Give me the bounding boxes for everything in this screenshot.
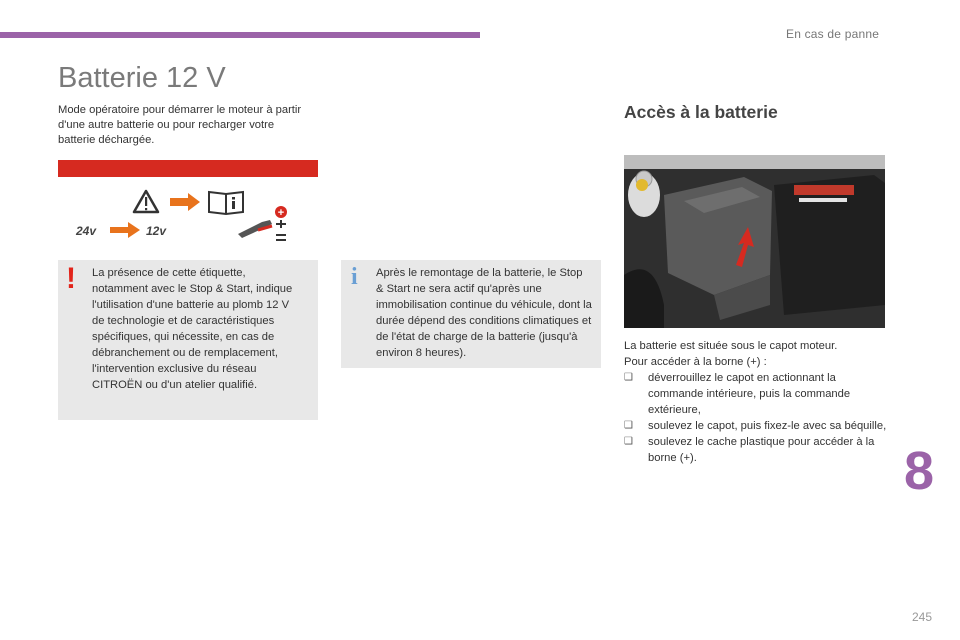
list-item: ❑ soulevez le cache plastique pour accéder à la borne (+). <box>624 436 875 464</box>
svg-text:+: + <box>277 207 285 219</box>
exclamation-icon: ! <box>66 262 76 295</box>
warning-triangle-icon <box>134 191 158 212</box>
list-item: ❑ déverrouillez le capot en actionnant la commande intérieure, puis la commande extérieure, <box>624 372 851 416</box>
access-location-line: La batterie est située sous le capot moteur. <box>624 340 838 352</box>
access-heading: Accès à la batterie <box>624 102 778 122</box>
manual-book-icon <box>209 192 243 214</box>
header-accent-bar <box>0 32 480 38</box>
access-steps-list <box>624 370 889 466</box>
label-12v: 12v <box>146 224 167 238</box>
checkbox-bullet-icon: ❑ <box>624 436 633 447</box>
access-instructions <box>624 338 889 466</box>
page-title: Batterie 12 V <box>58 62 226 94</box>
info-note-box <box>341 260 601 368</box>
arrow-right-icon <box>110 222 140 238</box>
engine-bay-illustration <box>624 155 885 328</box>
info-note-text: Après le remontage de la batterie, le Stop & Start ne sera actif qu'après une immobilisation continue du véhicule, dont la durée dépend des conditions climatiques et de l'état de charge de la batterie (jusqu'à environ 8 heures). <box>376 267 592 359</box>
battery-label-illustration <box>58 160 318 250</box>
jumper-clamp-icon <box>238 206 287 241</box>
list-item: ❑ soulevez le capot, puis fixez-le avec sa béquille, <box>624 420 887 432</box>
section-label: En cas de panne <box>786 27 880 41</box>
arrow-right-icon <box>170 193 200 211</box>
label-graphics <box>58 160 318 250</box>
checkbox-bullet-icon: ❑ <box>624 420 633 431</box>
info-icon: i <box>351 264 358 290</box>
engine-bay-photo <box>624 155 885 328</box>
intro-paragraph: Mode opératoire pour démarrer le moteur à partir d'une autre batterie ou pour recharger votre batterie déchargée. <box>58 104 302 146</box>
warning-note-text: La présence de cette étiquette, notamment avec le Stop & Start, indique l'utilisation d'une batterie au plomb 12 V de technologie et de caractéristiques spécifiques, qui nécessite, en cas de débranchement ou de remplacement, l'intervention exclusive du réseau CITROËN ou d'un atelier qualifié. <box>92 267 293 391</box>
checkbox-bullet-icon: ❑ <box>624 372 633 383</box>
page-number: 245 <box>912 610 933 624</box>
chapter-number: 8 <box>904 441 935 501</box>
label-24v: 24v <box>76 224 97 238</box>
access-procedure-line: Pour accéder à la borne (+) : <box>624 356 767 368</box>
warning-note-box <box>58 260 318 420</box>
